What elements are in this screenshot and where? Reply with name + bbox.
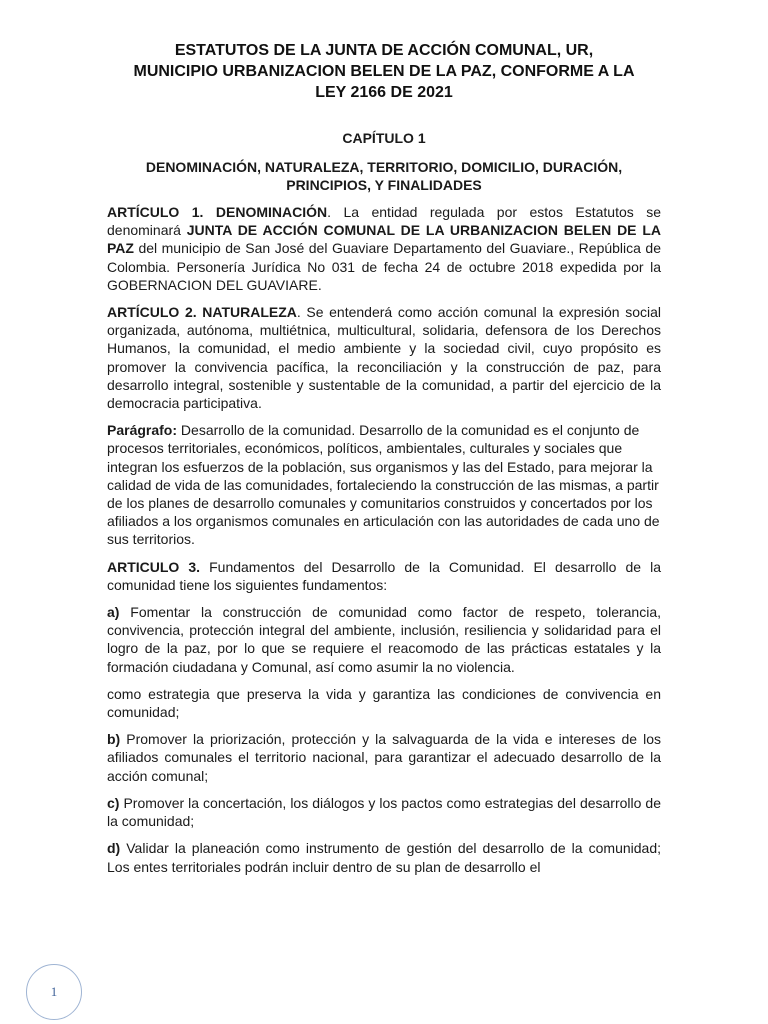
item-a-label: a) [107, 604, 120, 621]
article-1-entity-name: JUNTA DE ACCIÓN COMUNAL DE LA URBANIZACION BELEN DE LA PAZ [107, 222, 662, 257]
item-b [107, 730, 661, 785]
paragrafo-label: Parágrafo: [107, 422, 178, 439]
article-2-label: ARTÍCULO 2. NATURALEZA [107, 304, 297, 321]
title-line-1: ESTATUTOS DE LA JUNTA DE ACCIÓN COMUNAL, UR, [174, 42, 594, 59]
document-title [107, 40, 661, 103]
item-b-label: b) [107, 731, 121, 748]
item-a [107, 603, 661, 676]
article-3-text: Fundamentos del Desarrollo de la Comunidad. El desarrollo de la comunidad tiene los siguientes fundamentos: [107, 558, 662, 593]
subtitle-line-1: DENOMINACIÓN, NATURALEZA, TERRITORIO, DOMICILIO, DURACIÓN, [145, 159, 623, 175]
item-c-text: Promover la concertación, los diálogos y los pactos como estrategias del desarrollo de la comunidad; [107, 794, 661, 830]
article-1-text-1: . La entidad regulada por estos Estatutos se denominará [107, 204, 661, 239]
paragrafo-text: Desarrollo de la comunidad. Desarrollo de la comunidad es el conjunto de procesos territoriales, económicos, políticos, ambientales, culturales y sociales que integran los esfuerzos de la población, sus organismos y las del Estado, para mejorar la calidad de vida de las comunidades, fortaleciendo la construcción de las mismas, a partir de los planes de desarrollo comunales y comunitarios construidos y concertados por los afiliados a los organismos comunales en articulación con las autoridades de cada uno de sus territorios. [107, 422, 660, 548]
item-d-label: d) [107, 840, 121, 857]
article-1-label: ARTÍCULO 1. DENOMINACIÓN [107, 204, 328, 220]
paragrafo [107, 421, 661, 548]
item-d [107, 839, 661, 875]
item-d-text: Validar la planeación como instrumento de gestión del desarrollo de la comunidad; Los entes territoriales podrán incluir dentro de su plan de desarrollo el [107, 840, 661, 875]
article-1-text-2: del municipio de San José del Guaviare Departamento del Guaviare., República de Colombia. Personería Jurídica No 031 de fecha 24 de octubre 2018 expedida por la GOBERNACION DEL GUAVIARE. [107, 240, 661, 293]
item-c-label: c) [107, 794, 120, 811]
article-2 [107, 303, 661, 412]
item-b-text: Promover la priorización, protección y la salvaguarda de la vida e intereses de los afiliados comunales el territorio nacional, para garantizar el adecuado desarrollo de la acción comunal; [107, 731, 661, 784]
article-1 [107, 203, 661, 294]
article-2-text: . Se entenderá como acción comunal la expresión social organizada, autónoma, multiétnica, multicultural, solidaria, defensora de los Derechos Humanos, la comunidad, el medio ambiente y la sociedad civil, cuyo propósito es promover la convivencia pacífica, la reconciliación y la construcción de paz, para desarrollo integral, sostenible y sustentable de la comunidad, a partir del ejercicio de la democracia participativa. [107, 304, 661, 412]
article-3-label: ARTICULO 3. [107, 558, 201, 575]
chapter-subtitle [107, 158, 661, 194]
title-line-2: MUNICIPIO URBANIZACION BELEN DE LA PAZ, CONFORME A LA [133, 63, 635, 80]
item-c [107, 794, 661, 830]
continuation-paragraph: como estrategia que preserva la vida y garantiza las condiciones de convivencia en comunidad; [107, 685, 661, 721]
subtitle-line-2: PRINCIPIOS, Y FINALIDADES [286, 177, 482, 193]
chapter-heading: CAPÍTULO 1 [342, 130, 426, 146]
page-number: 1 [26, 964, 82, 1020]
item-a-text: Fomentar la construcción de comunidad como factor de respeto, tolerancia, convivencia, protección integral del ambiente, inclusión, resiliencia y solidaridad para el logro de la paz, por lo que se requiere el reacomodo de las prácticas estatales y la formación ciudadana y Comunal, así como asumir la no violencia. [107, 604, 661, 675]
article-3 [107, 558, 661, 594]
title-line-3: LEY 2166 DE 2021 [315, 84, 453, 101]
